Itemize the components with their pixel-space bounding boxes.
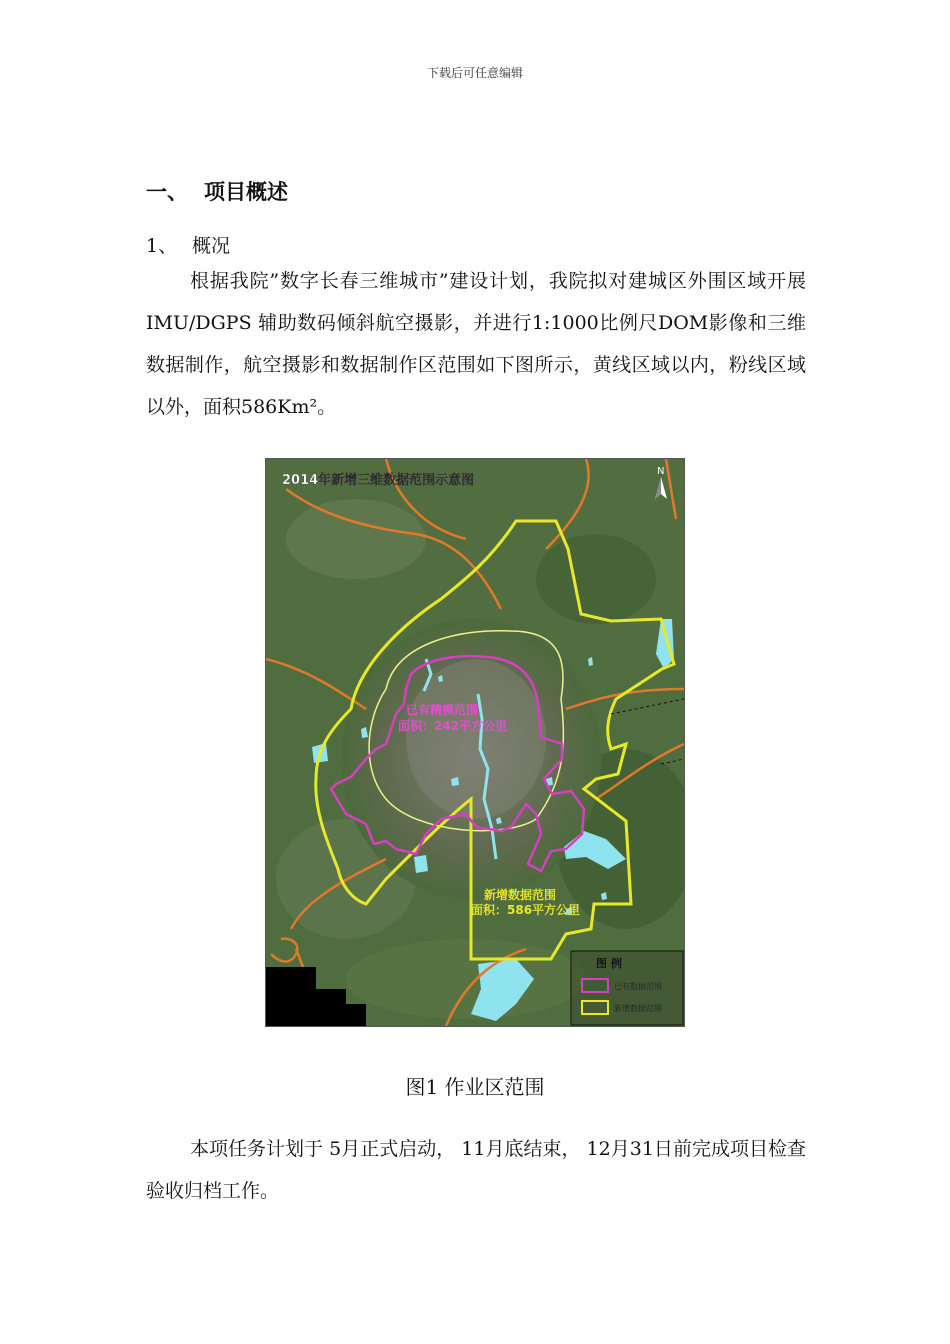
section-title: 项目概述 xyxy=(204,180,288,204)
inner-label-line2: 面积：242平方公里 xyxy=(398,719,508,733)
legend-title: 图 例 xyxy=(596,957,622,970)
figure-caption: 图1 作业区范围 xyxy=(405,1075,545,1099)
subsection-heading xyxy=(146,231,230,258)
outer-label-line2: 面积：586平方公里 xyxy=(471,903,581,917)
section-heading xyxy=(146,176,288,206)
page-header: 下载后可任意编辑 xyxy=(426,66,523,80)
map-figure xyxy=(265,458,685,1027)
map-title: 2014年新增三维数据范围示意图 xyxy=(282,473,475,488)
subsection-number: 1、 xyxy=(146,235,178,257)
inner-label-line1: 已有精模范围 xyxy=(406,703,479,717)
intro-paragraph: 根据我院”数字长春三维城市”建设计划，我院拟对建城区外围区域开展IMU/DGPS 辅助数码倾斜航空摄影，并进行1:1000比例尺DOM影像和三维数据制作，航空摄影和数据制作区范围如下图所示，黄线区域以内，粉线区域以外，面积586Km²。 xyxy=(146,270,806,418)
schedule-paragraph: 本项任务计划于 5月正式启动， 11月底结束， 12月31日前完成项目检查验收归档工作。 xyxy=(146,1138,806,1202)
legend-label-existing: 已有数据范围 xyxy=(614,982,662,991)
section-number: 一、 xyxy=(146,180,188,204)
north-label: N xyxy=(657,466,665,477)
legend-label-new: 新增数据范围 xyxy=(614,1004,662,1013)
map-image xyxy=(266,459,684,1026)
map-legend xyxy=(571,951,683,1025)
outer-label-line1: 新增数据范围 xyxy=(484,888,557,902)
subsection-title: 概况 xyxy=(192,235,231,257)
